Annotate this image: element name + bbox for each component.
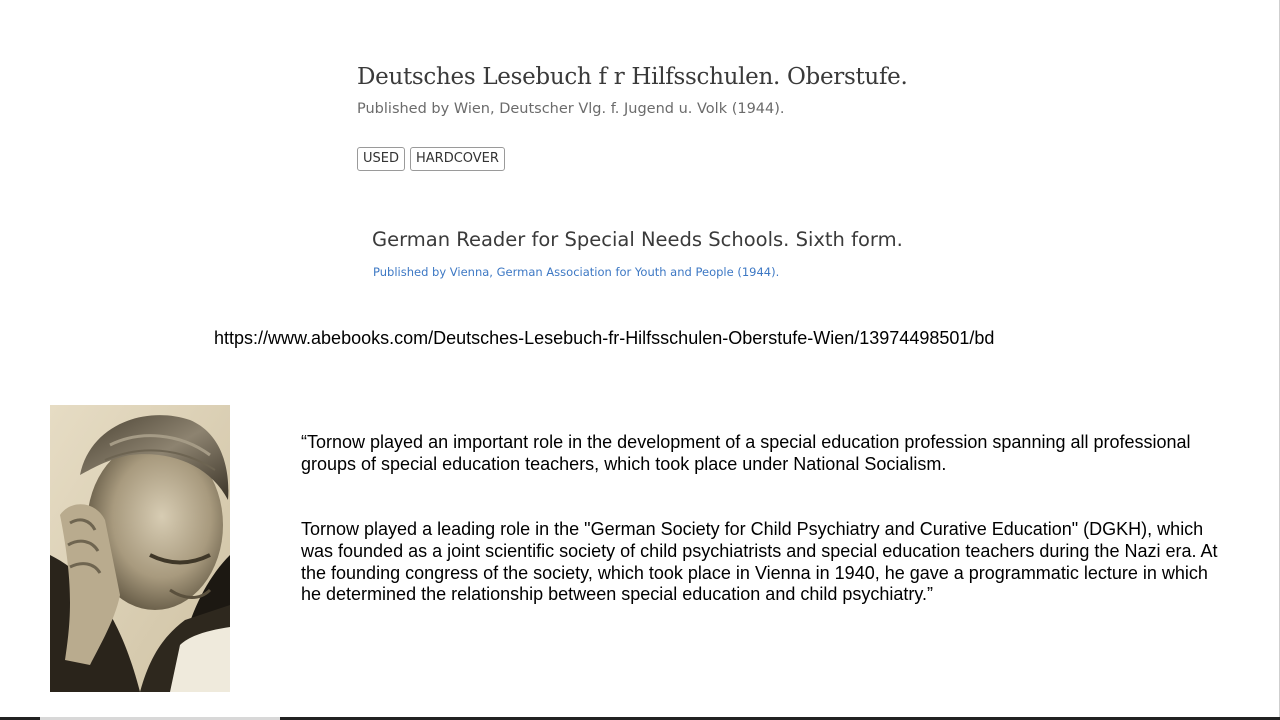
quote-paragraph-1: “Tornow played an important role in the development of a special education profession spanning all professional groups of special education teachers, which took place under National Socialism. (301, 432, 1191, 474)
translated-title: German Reader for Special Needs Schools. Sixth form. (372, 228, 903, 251)
quote-paragraph-2: Tornow played a leading role in the "German Society for Child Psychiatry and Curative Education" (DGKH), which was founded as a joint scientific society of child psychiatrists and special education teachers during the Nazi era. At the founding congress of the society, which took place in Vienna in 1940, he gave a programmatic lecture in which he determined the relationship between special education and child psychiatry.” (301, 519, 1218, 605)
source-url: https://www.abebooks.com/Deutsches-Lesebuch-fr-Hilfsschulen-Oberstufe-Wien/13974498501/bd (214, 328, 995, 348)
book-badges (357, 147, 505, 171)
badge-used: USED (357, 147, 405, 171)
book-publisher: Published by Wien, Deutscher Vlg. f. Jugend u. Volk (1944). (357, 101, 785, 117)
translated-publisher: Published by Vienna, German Association for Youth and People (1944). (373, 265, 780, 279)
portrait-photo (50, 405, 230, 692)
badge-hardcover: HARDCOVER (410, 147, 505, 171)
book-title: Deutsches Lesebuch f r Hilfsschulen. Oberstufe. (357, 64, 908, 90)
